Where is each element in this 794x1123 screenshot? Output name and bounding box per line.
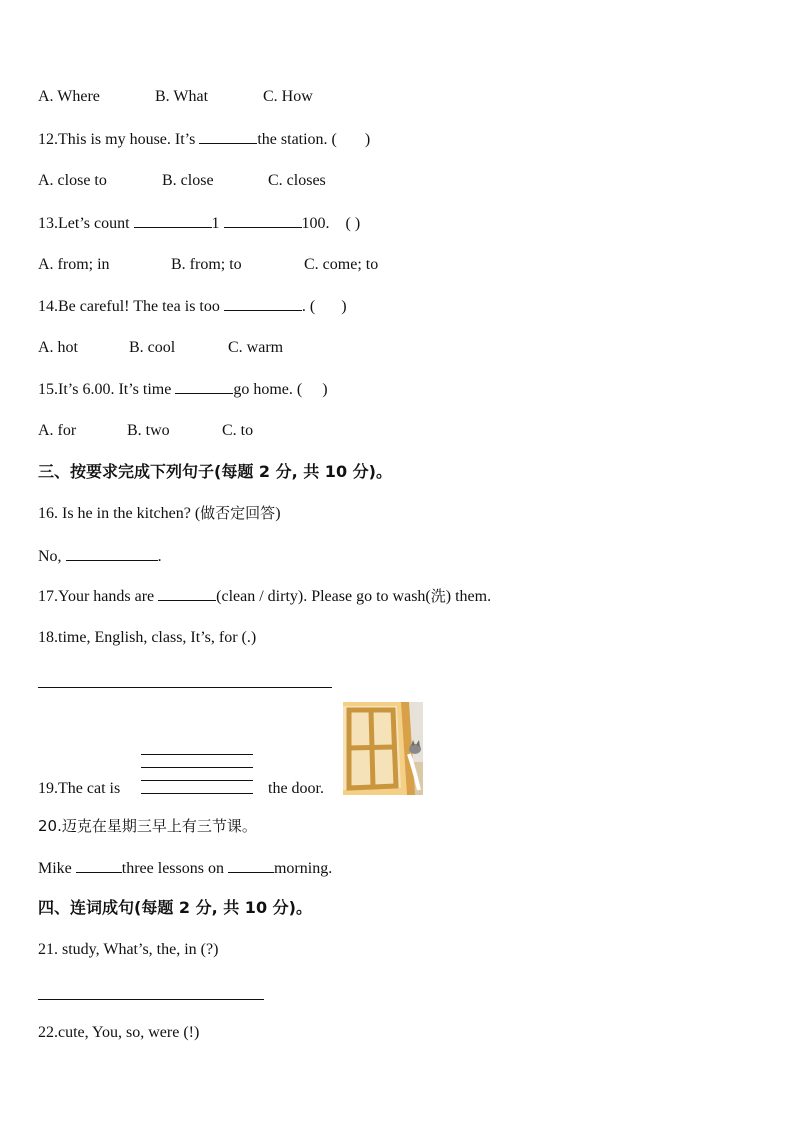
q11-option-a: A. Where xyxy=(38,88,100,105)
q14-option-c: C. warm xyxy=(228,339,284,356)
q12-options xyxy=(38,171,326,191)
q15-blank[interactable] xyxy=(175,379,233,394)
q18-question: 18.time, English, class, It’s, for (.) xyxy=(38,629,257,646)
q20-text-end: morning. xyxy=(273,860,333,877)
q17-chinese-hint: 洗 xyxy=(430,587,446,605)
q12-blank[interactable] xyxy=(199,129,257,144)
q19-answer-lines[interactable] xyxy=(141,754,253,806)
q14-option-b: B. cool xyxy=(129,339,176,356)
q14-paren-close: ) xyxy=(341,298,347,315)
q16-answer-blank[interactable] xyxy=(66,546,158,561)
q16-answer-period: . xyxy=(157,548,162,565)
q20-text-start: Mike xyxy=(38,860,72,877)
q15-option-a: A. for xyxy=(38,422,77,439)
q21-question: 21. study, What’s, the, in (?) xyxy=(38,941,219,958)
door-cat-picture xyxy=(343,702,423,795)
q20-text-mid: three lessons on xyxy=(121,860,224,877)
q12-option-c: C. closes xyxy=(268,172,326,189)
q15-text-end: go home. ( xyxy=(233,381,303,398)
q15-text: 15.It’s 6.00. It’s time xyxy=(38,381,172,398)
q20-question: 20.迈克在星期三早上有三节课。 xyxy=(38,817,257,835)
q21-answer-line[interactable] xyxy=(38,999,264,1000)
q17-text-end: ) them. xyxy=(445,588,492,605)
q13-option-c: C. come; to xyxy=(304,256,379,273)
q13-option-b: B. from; to xyxy=(171,256,242,273)
q12-option-b: B. close xyxy=(162,172,214,189)
q13-blank-1[interactable] xyxy=(134,213,212,228)
q14-text: 14.Be careful! The tea is too xyxy=(38,298,220,315)
q13-paren: ( ) xyxy=(345,215,361,232)
q20-blank-2[interactable] xyxy=(228,858,274,873)
q13-number-100: 100. xyxy=(301,215,330,232)
q18-answer-line[interactable] xyxy=(38,687,332,688)
q11-option-c: C. How xyxy=(263,88,313,105)
q19-text: 19.The cat is xyxy=(38,780,121,797)
q13-blank-2[interactable] xyxy=(224,213,302,228)
q16-question xyxy=(38,503,281,524)
q20-blank-1[interactable] xyxy=(76,858,122,873)
q13-question xyxy=(38,213,360,234)
q15-options xyxy=(38,421,253,441)
q22-question: 22.cute, You, so, were (!) xyxy=(38,1024,200,1041)
q17-text: 17.Your hands are xyxy=(38,588,155,605)
q12-option-a: A. close to xyxy=(38,172,107,189)
q14-blank[interactable] xyxy=(224,296,302,311)
q14-question xyxy=(38,296,347,317)
q17-blank[interactable] xyxy=(158,586,216,601)
q13-number-1: 1 xyxy=(211,215,220,232)
q16-text: 16. Is he in the kitchen? ( xyxy=(38,505,201,522)
q13-option-a: A. from; in xyxy=(38,256,110,273)
q15-question xyxy=(38,379,328,400)
q15-paren-close: ) xyxy=(322,381,328,398)
q19-question xyxy=(38,779,120,799)
q17-question xyxy=(38,586,491,607)
q14-text-end: . ( xyxy=(301,298,316,315)
q12-paren-close: ) xyxy=(364,131,371,148)
q16-instruction: 做否定回答 xyxy=(200,504,276,522)
section-3-heading: 三、按要求完成下列句子(每题 2 分, 共 10 分)。 xyxy=(38,462,392,481)
q20-answer xyxy=(38,858,332,879)
section-4-heading: 四、连词成句(每题 2 分, 共 10 分)。 xyxy=(38,898,312,917)
q14-option-a: A. hot xyxy=(38,339,78,356)
q12-text: 12.This is my house. It’s xyxy=(38,131,196,148)
q15-option-c: C. to xyxy=(222,422,254,439)
q16-answer-prefix: No, xyxy=(38,548,62,565)
q13-text: 13.Let’s count xyxy=(38,215,130,232)
q16-answer xyxy=(38,546,162,567)
q14-options xyxy=(38,338,283,358)
q11-options xyxy=(38,87,313,107)
q19-text-end: the door. xyxy=(268,780,324,797)
q11-option-b: B. What xyxy=(155,88,209,105)
q17-text-mid: (clean / dirty). Please go to wash( xyxy=(216,588,431,605)
q12-text-end: the station. ( xyxy=(257,131,337,148)
q13-options xyxy=(38,255,378,275)
q12-question xyxy=(38,129,370,150)
q16-paren-close: ) xyxy=(275,505,281,522)
q15-option-b: B. two xyxy=(127,422,170,439)
